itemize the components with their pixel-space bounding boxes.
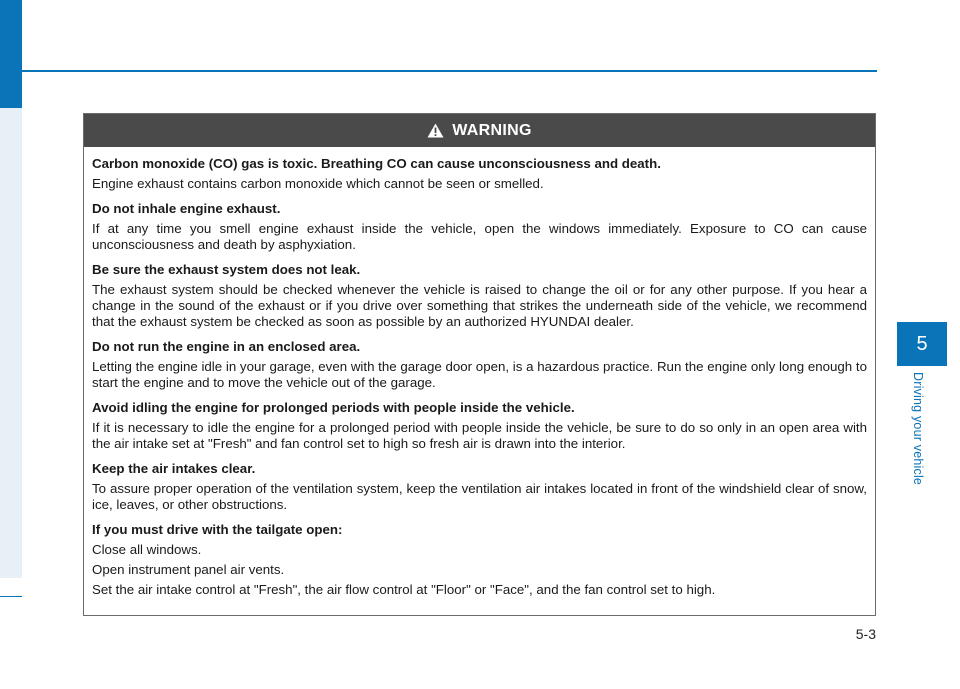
section-text: Close all windows. (92, 542, 202, 557)
bottom-rule (0, 596, 22, 597)
section-heading: Do not inhale engine exhaust. (92, 201, 281, 216)
section-text: Set the air intake control at "Fresh", the air flow control at "Floor" or "Face", and the fan control set to high. (92, 582, 716, 597)
section-text: The exhaust system should be checked whenever the vehicle is raised to change the oil or for any other purpose. If you hear a change in the sound of the exhaust or if you drive over something that strikes the underneath side of the vehicle, we recommend that the exhaust system be checked as soon as possible by an authorized HYUNDAI dealer. (92, 282, 867, 329)
section-heading: Carbon monoxide (CO) gas is toxic. Breathing CO can cause unconsciousness and death. (92, 156, 661, 171)
section-text: If it is necessary to idle the engine for a prolonged period with people inside the vehicle, be sure to do so only in an open area with the air intake set at "Fresh" and fan control set to high so fresh air is drawn into the interior. (92, 420, 867, 451)
section-text: To assure proper operation of the ventilation system, keep the ventilation air intakes located in front of the windshield clear of snow, ice, leaves, or other obstructions. (92, 481, 867, 512)
left-accent-tab (0, 0, 22, 108)
page-number: 5-3 (855, 626, 876, 642)
section-heading: Be sure the exhaust system does not leak. (92, 262, 361, 277)
warning-header (84, 114, 875, 147)
section-heading: Do not run the engine in an enclosed area. (92, 339, 361, 354)
section-text: If at any time you smell engine exhaust inside the vehicle, open the windows immediately. Exposure to CO can cause unconsciousness and death by asphyxiation. (92, 221, 867, 252)
chapter-title: Driving your vehicle (911, 372, 925, 486)
warning-content (84, 147, 875, 598)
section-text: Letting the engine idle in your garage, even with the garage door open, is a hazardous practice. Run the engine only long enough to start the engine and to move the vehicle out of the garage. (92, 359, 867, 390)
top-rule (22, 70, 877, 72)
section-heading: Avoid idling the engine for prolonged periods with people inside the vehicle. (92, 400, 575, 415)
warning-box (83, 113, 876, 616)
warning-triangle-icon (427, 123, 444, 138)
warning-title: WARNING (452, 121, 532, 139)
section-heading: Keep the air intakes clear. (92, 461, 256, 476)
section-heading: If you must drive with the tailgate open: (92, 522, 343, 537)
chapter-number: 5 (916, 332, 928, 355)
section-text: Open instrument panel air vents. (92, 562, 285, 577)
section-text: Engine exhaust contains carbon monoxide which cannot be seen or smelled. (92, 176, 544, 191)
chapter-number-tab[interactable] (897, 322, 947, 366)
